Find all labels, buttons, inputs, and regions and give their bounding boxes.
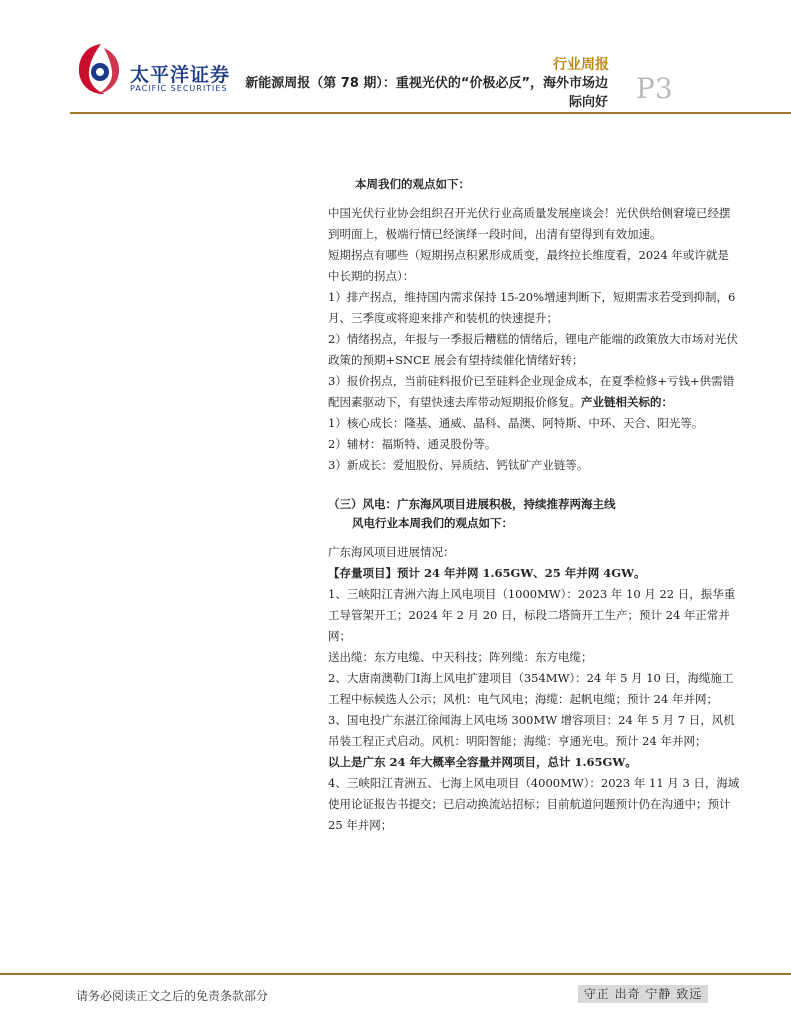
pv-paragraph: 短期拐点有哪些（短期拐点积累形成质变，最终拉长维度看，2024 年或许就是中长期的拐点）： — [328, 248, 729, 283]
wind-project-cable: 送出缆：东方电缆、中天科技；阵列缆：东方电缆； — [328, 650, 593, 664]
footer-divider — [0, 973, 791, 975]
footer-disclaimer: 请务必阅读正文之后的免责条款部分 — [76, 989, 269, 1003]
wind-summary: 以上是广东 24 年大概率全容量并网项目，总计 1.65GW。 — [328, 755, 637, 769]
pv-list-item: 1）排产拐点，维持国内需求保持 15-20%增速判断下，短期需求若受到抑制，6 月、三季度或将迎来排产和装机的快速提升； — [328, 290, 736, 325]
wind-project-item: 2、大唐南澳勒门Ⅰ海上风电扩建项目（354MW）：24 年 5 月 10 日，海缆施工工程中标候选人公示；风机：电气风电；海缆：起帆电缆；预计 24 年并网； — [328, 671, 734, 706]
pv-target-item: 1）核心成长：隆基、通威、晶科、晶澳、阿特斯、中环、天合、阳光等。 — [328, 416, 704, 430]
footer-slogan: 守正 出奇 宁静 致远 — [578, 985, 708, 1003]
pv-list-item: 2）情绪拐点，年报与一季报后糟糕的情绪后，锂电产能端的政策放大市场对光伏政策的预期+SNCE 展会有望持续催化情绪好转； — [328, 332, 738, 367]
pv-list-item — [328, 371, 740, 413]
wind-paragraph: 广东海风项目进展情况： — [328, 545, 455, 559]
wind-stock-projects: 【存量项目】预计 24 年并网 1.65GW、25 年并网 4GW。 — [328, 566, 646, 580]
pv-target-item: 3）新成长：爱旭股份、异质结、钙钛矿产业链等。 — [328, 458, 589, 472]
report-title: 新能源周报（第 78 期）：重视光伏的“价极必反”，海外市场边际向好 — [245, 76, 608, 110]
wind-section-title: （三）风电：广东海风项目进展积极，持续推荐两海主线 — [328, 497, 616, 511]
pv-list-item-text: 3）报价拐点，当前硅料报价已至硅料企业现金成本，在夏季检修+亏钱+供需错配因素驱动下，有望快速去库带动短期报价修复。 — [328, 374, 735, 409]
report-body — [328, 174, 740, 836]
report-category: 行业周报 — [553, 57, 609, 73]
wind-project-item: 4、三峡阳江青洲五、七海上风电项目（4000MW）：2023 年 11 月 3 日，海域使用论证报告书提交；已启动换流站招标；目前航道问题预计仍在沟通中；预计 25 年并网； — [328, 776, 740, 832]
wind-project-item: 1、三峡阳江青洲六海上风电项目（1000MW）：2023 年 10 月 22 日，振华重工导管架开工；2024 年 2 月 20 日，标段二塔筒开工生产；预计 24 年正常并网； — [328, 587, 736, 643]
header-divider — [70, 112, 791, 114]
pv-paragraph: 中国光伏行业协会组织召开光伏行业高质量发展座谈会！光伏供给侧窘境已经摆到明面上，极端行情已经演绎一段时间，出清有望得到有效加速。 — [328, 206, 731, 241]
logo-english-name: PACIFIC SECURITIES — [130, 84, 228, 93]
logo-mark-icon — [74, 40, 128, 98]
pv-target-item: 2）辅材：福斯特、通灵股份等。 — [328, 437, 497, 451]
wind-project-item: 3、国电投广东湛江徐闻海上风电场 300MW 增容项目：24 年 5 月 7 日，风机吊装工程正式启动。风机：明阳智能；海缆：亨通光电。预计 24 年并网； — [328, 713, 735, 748]
pv-heading: 本周我们的观点如下： — [355, 177, 470, 191]
logo-chinese-name: 太平洋证券 — [130, 64, 231, 86]
company-logo — [74, 40, 234, 100]
wind-heading: 风电行业本周我们的观点如下： — [352, 516, 513, 530]
page-number: P3 — [636, 72, 673, 105]
pv-targets-label: 产业链相关标的： — [581, 395, 673, 409]
